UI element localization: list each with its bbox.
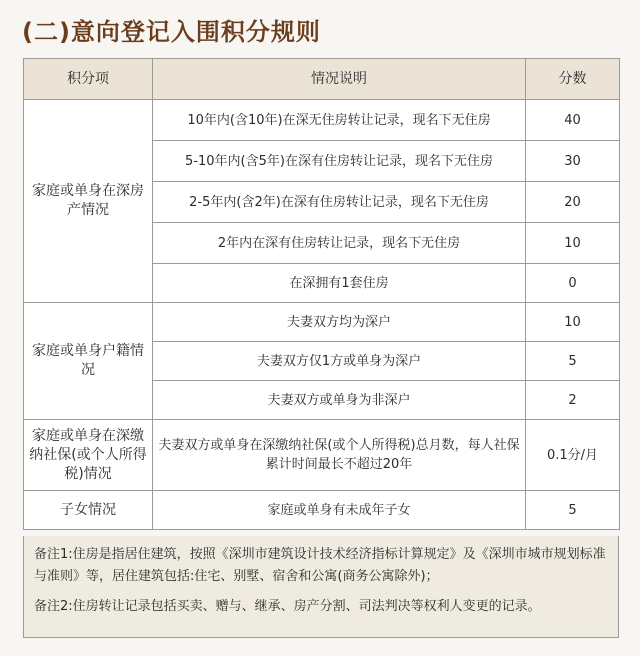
row-score: 0.1分/月 [526, 420, 620, 491]
row-score: 10 [526, 303, 620, 342]
row-description: 2年内在深有住房转让记录，现名下无住房 [153, 223, 526, 264]
row-description: 夫妻双方或单身在深缴纳社保(或个人所得税)总月数，每人社保累计时间最长不超过20年 [153, 420, 526, 491]
table-row [24, 420, 620, 491]
row-score: 5 [526, 342, 620, 381]
row-score: 30 [526, 141, 620, 182]
row-score: 40 [526, 100, 620, 141]
header-scoring-item: 积分项 [24, 59, 153, 100]
row-description: 5-10年内(含5年)在深有住房转让记录，现名下无住房 [153, 141, 526, 182]
header-description: 情况说明 [153, 59, 526, 100]
row-description: 夫妻双方或单身为非深户 [153, 381, 526, 420]
row-score: 5 [526, 491, 620, 530]
row-description: 10年内(含10年)在深无住房转让记录，现名下无住房 [153, 100, 526, 141]
header-score: 分数 [526, 59, 620, 100]
category-housing: 家庭或单身在深房产情况 [24, 100, 153, 303]
row-description: 夫妻双方均为深户 [153, 303, 526, 342]
notes-box [23, 536, 619, 638]
page-title: (二)意向登记入围积分规则 [22, 18, 321, 46]
category-social-security: 家庭或单身在深缴纳社保(或个人所得税)情况 [24, 420, 153, 491]
table-row [24, 491, 620, 530]
table-header-row [24, 59, 620, 100]
note-2: 备注2:住房转让记录包括买卖、赠与、继承、房产分割、司法判决等权利人变更的记录。 [34, 599, 541, 614]
row-score: 20 [526, 182, 620, 223]
category-household-registration: 家庭或单身户籍情况 [24, 303, 153, 420]
row-score: 0 [526, 264, 620, 303]
note-1: 备注1:住房是指居住建筑，按照《深圳市建筑设计技术经济指标计算规定》及《深圳市城市规划标准与准则》等，居住建筑包括:住宅、别墅、宿舍和公寓(商务公寓除外)； [34, 547, 606, 584]
table-row [24, 100, 620, 141]
row-description: 夫妻双方仅1方或单身为深户 [153, 342, 526, 381]
category-children: 子女情况 [24, 491, 153, 530]
row-score: 10 [526, 223, 620, 264]
row-description: 2-5年内(含2年)在深有住房转让记录，现名下无住房 [153, 182, 526, 223]
table-row [24, 303, 620, 342]
row-description: 家庭或单身有未成年子女 [153, 491, 526, 530]
row-description: 在深拥有1套住房 [153, 264, 526, 303]
scoring-table [23, 58, 620, 530]
row-score: 2 [526, 381, 620, 420]
